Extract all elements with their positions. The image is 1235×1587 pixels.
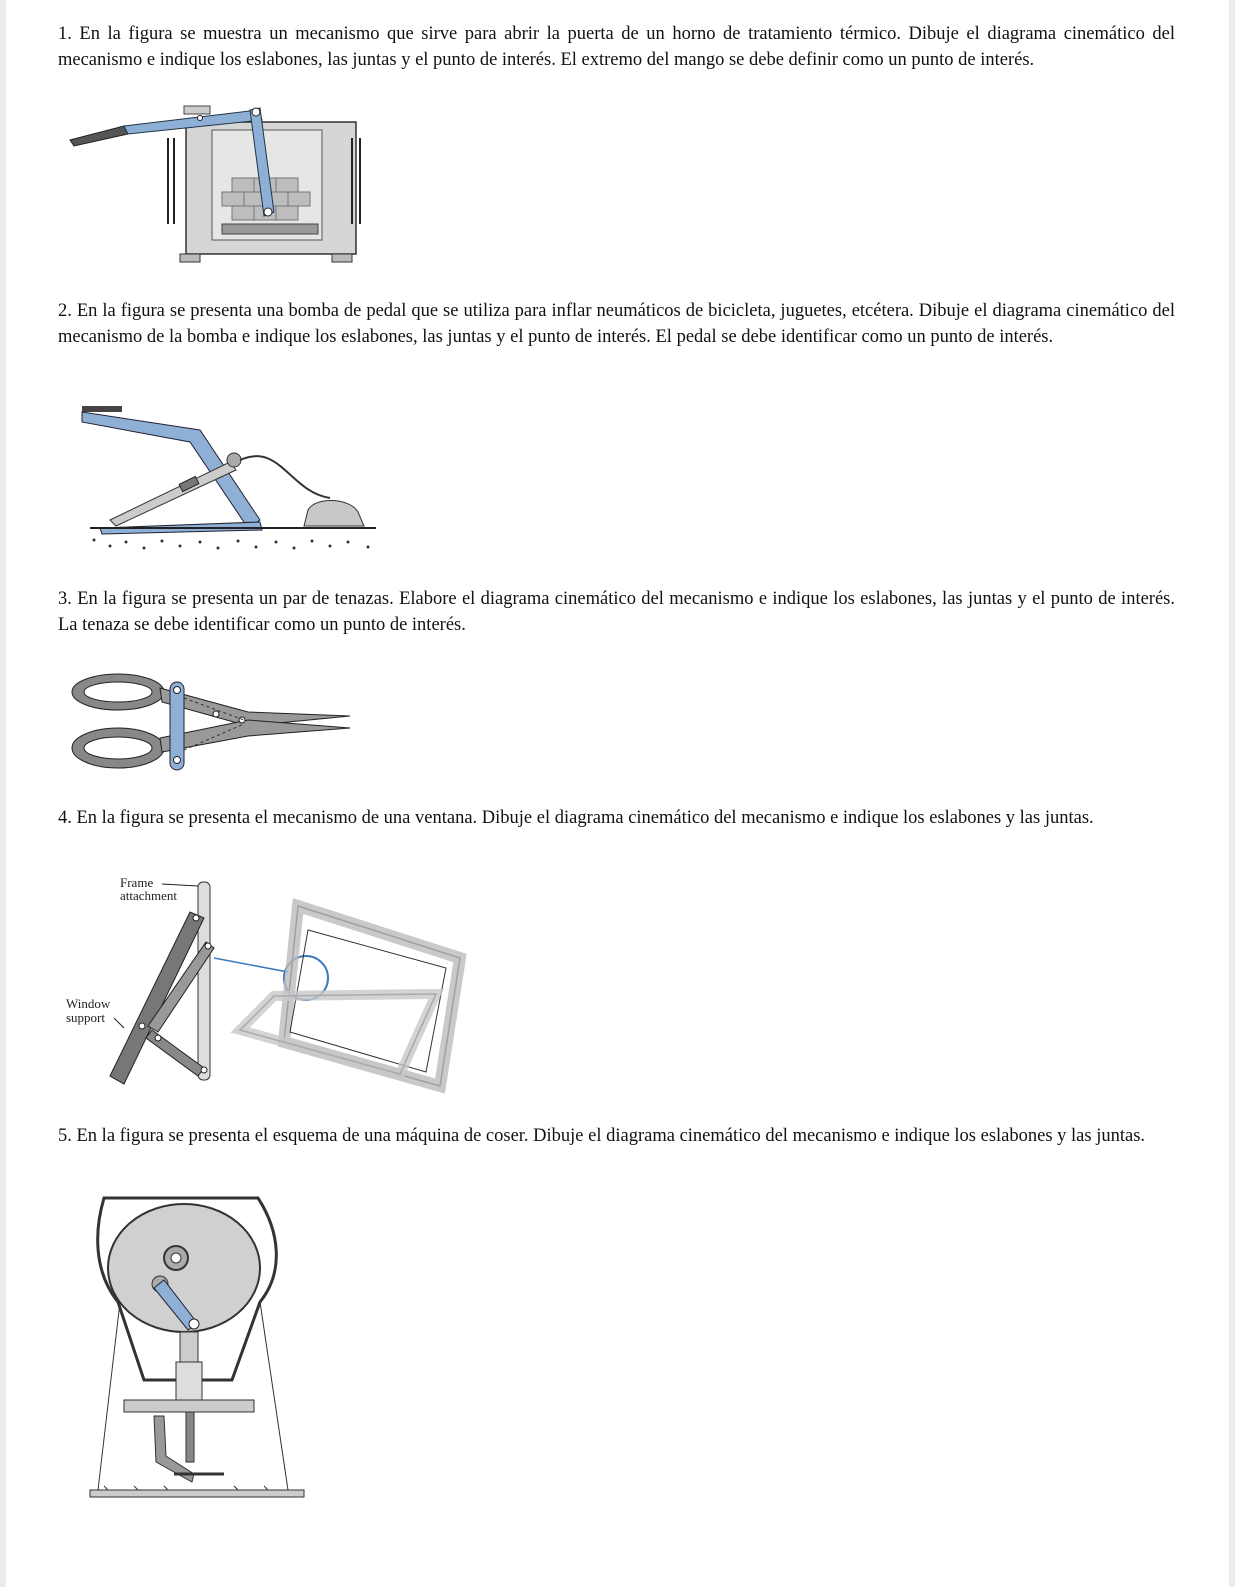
- page-edge-left: [0, 0, 6, 1587]
- figure-oven-door-mechanism: [62, 100, 372, 272]
- question-1-text: 1. En la figura se muestra un mecanismo que sirve para abrir la puerta de un horno de tratamiento térmico. Dibuje el diagrama cinemático del mecanismo e indique los eslabones, las juntas y el punto de interés. El extremo del mango se debe definir como un punto de interés.: [58, 24, 1175, 70]
- figure-foot-pump: [80, 402, 380, 558]
- figure-sewing-machine: [84, 1192, 314, 1522]
- page-edge-right: [1229, 0, 1235, 1587]
- figure-window-mechanism: [62, 872, 472, 1100]
- question-4-text: 4. En la figura se presenta el mecanismo de una ventana. Dibuje el diagrama cinemático del mecanismo e indique los eslabones y las juntas.: [58, 808, 1094, 828]
- frame-label-1: Frame: [120, 875, 154, 890]
- window-label-2: support: [66, 1010, 105, 1025]
- question-3-text: 3. En la figura se presenta un par de tenazas. Elabore el diagrama cinemático del mecanismo e indique los eslabones, las juntas y el punto de interés. La tenaza se debe identificar como un punto de interés.: [58, 589, 1175, 635]
- figure-pliers: [68, 668, 358, 783]
- window-label-1: Window: [66, 996, 111, 1011]
- question-5-text: 5. En la figura se presenta el esquema de una máquina de coser. Dibuje el diagrama cinemático del mecanismo e indique los eslabones y las juntas.: [58, 1126, 1146, 1146]
- question-2-text: 2. En la figura se presenta una bomba de pedal que se utiliza para inflar neumáticos de bicicleta, juguetes, etcétera. Dibuje el diagrama cinemático del mecanismo de la bomba e indique los eslabones, las juntas y el punto de interés. El pedal se debe identificar como un punto de interés.: [58, 301, 1175, 347]
- frame-label-2: attachment: [120, 888, 178, 903]
